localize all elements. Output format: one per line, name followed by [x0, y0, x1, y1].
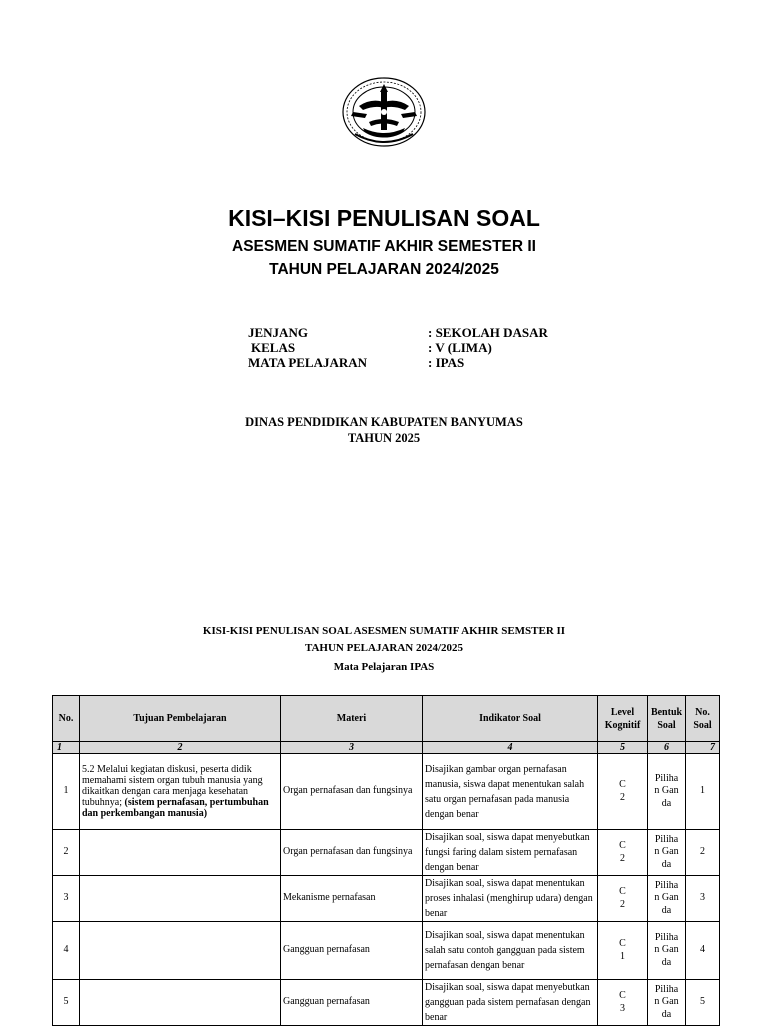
cell-tujuan	[80, 980, 281, 1026]
tujuan-bold-text: (sistem pernafasan, pertumbuhan dan perkembangan manusia)	[82, 797, 269, 819]
kisi-kisi-table	[52, 695, 720, 1026]
cell-indikator: Disajikan gambar organ pernafasan manusia, siswa dapat menentukan salah satu organ pernafasan pada manusia dengan benar	[423, 754, 598, 830]
info-value: : SEKOLAH DASAR	[428, 325, 548, 340]
issuer-block	[0, 414, 768, 446]
table-header-row	[53, 696, 720, 742]
level-value: C 2	[619, 779, 626, 803]
table-row	[53, 830, 720, 876]
cell-level	[598, 754, 648, 830]
cell-bentuk	[648, 980, 686, 1026]
info-row-kelas	[248, 340, 548, 355]
cell-bentuk	[648, 922, 686, 980]
info-label: KELAS	[251, 340, 296, 355]
cell-tujuan	[80, 830, 281, 876]
level-value: C 2	[619, 886, 626, 910]
table-row	[53, 922, 720, 980]
cell-materi: Organ pernafasan dan fungsinya	[281, 830, 423, 876]
header-bentuk: Bentuk Soal	[648, 696, 686, 742]
header-no: No.	[53, 696, 80, 742]
column-number: 7	[686, 742, 720, 754]
info-row-mata-pelajaran	[248, 355, 548, 370]
table-title-subject: Mata Pelajaran IPAS	[333, 661, 435, 673]
header-materi: Materi	[281, 696, 423, 742]
cell-nosoal: 4	[686, 922, 720, 980]
header-nosoal: No. Soal	[686, 696, 720, 742]
bentuk-value: Pilihan Ganda	[654, 772, 679, 809]
cell-indikator: Disajikan soal, siswa dapat menyebutkan fungsi faring dalam sistem pernafasan dengan benar	[423, 830, 598, 876]
cell-no: 4	[53, 922, 80, 980]
level-value: C 2	[619, 840, 626, 864]
table-row	[53, 754, 720, 830]
info-label: JENJANG	[248, 325, 308, 340]
regency-emblem-logo	[341, 76, 427, 148]
cell-materi: Gangguan pernafasan	[281, 922, 423, 980]
bentuk-value: Pilihan Ganda	[654, 983, 679, 1020]
column-number: 5	[598, 742, 648, 754]
cell-indikator: Disajikan soal, siswa dapat menentukan salah satu contoh gangguan pada sistem pernafasan dengan benar	[423, 922, 598, 980]
table-column-number-row	[53, 742, 720, 754]
bentuk-value: Pilihan Ganda	[654, 879, 679, 916]
cell-level	[598, 980, 648, 1026]
document-info-block	[248, 325, 548, 370]
info-value: : IPAS	[428, 355, 465, 370]
cell-nosoal: 5	[686, 980, 720, 1026]
cell-nosoal: 2	[686, 830, 720, 876]
level-value: C 3	[619, 990, 626, 1014]
cell-level	[598, 876, 648, 922]
cell-no: 1	[53, 754, 80, 830]
bentuk-value: Pilihan Ganda	[654, 833, 679, 870]
column-number: 6	[648, 742, 686, 754]
tujuan-text: 5.2 Melalui kegiatan diskusi, peserta didik memahami sistem organ tubuh manusia yang dikaitkan dengan cara menjaga kesehatan tubuhnya;	[82, 764, 263, 808]
cell-nosoal: 3	[686, 876, 720, 922]
cell-no: 3	[53, 876, 80, 922]
cell-materi: Mekanisme pernafasan	[281, 876, 423, 922]
table-row	[53, 876, 720, 922]
table-title: KISI-KISI PENULISAN SOAL ASESMEN SUMATIF AKHIR SEMSTER II	[202, 625, 566, 637]
column-number: 4	[423, 742, 598, 754]
column-number: 1	[53, 742, 80, 754]
column-number: 3	[281, 742, 423, 754]
cell-bentuk	[648, 830, 686, 876]
cell-indikator: Disajikan soal, siswa dapat menyebutkan gangguan pada sistem pernafasan dengan benar	[423, 980, 598, 1026]
cell-level	[598, 830, 648, 876]
cell-tujuan	[80, 922, 281, 980]
info-label: MATA PELAJARAN	[248, 355, 368, 370]
cell-tujuan	[80, 876, 281, 922]
issuer-year: TAHUN 2025	[347, 431, 421, 445]
cell-indikator: Disajikan soal, siswa dapat menentukan proses inhalasi (menghirup udara) dengan benar	[423, 876, 598, 922]
info-value: : V (LIMA)	[428, 340, 492, 355]
cell-tujuan	[80, 754, 281, 830]
header-tujuan: Tujuan Pembelajaran	[80, 696, 281, 742]
cell-bentuk	[648, 876, 686, 922]
info-row-jenjang	[248, 325, 548, 340]
cell-no: 5	[53, 980, 80, 1026]
column-number: 2	[80, 742, 281, 754]
bentuk-value: Pilihan Ganda	[654, 931, 679, 968]
cell-materi: Organ pernafasan dan fungsinya	[281, 754, 423, 830]
header-indikator: Indikator Soal	[423, 696, 598, 742]
table-row	[53, 980, 720, 1026]
level-value: C 1	[619, 938, 626, 962]
document-subtitle-assessment: ASESMEN SUMATIF AKHIR SEMESTER II	[232, 238, 536, 255]
issuer-name: DINAS PENDIDIKAN KABUPATEN BANYUMAS	[245, 415, 523, 429]
document-title: KISI–KISI PENULISAN SOAL	[228, 205, 540, 231]
document-subtitle-year: TAHUN PELAJARAN 2024/2025	[269, 261, 499, 278]
cell-materi: Gangguan pernafasan	[281, 980, 423, 1026]
cell-bentuk	[648, 754, 686, 830]
cell-level	[598, 922, 648, 980]
table-title-year: TAHUN PELAJARAN 2024/2025	[304, 642, 464, 654]
cell-no: 2	[53, 830, 80, 876]
cell-nosoal: 1	[686, 754, 720, 830]
header-level: Level Kognitif	[598, 696, 648, 742]
